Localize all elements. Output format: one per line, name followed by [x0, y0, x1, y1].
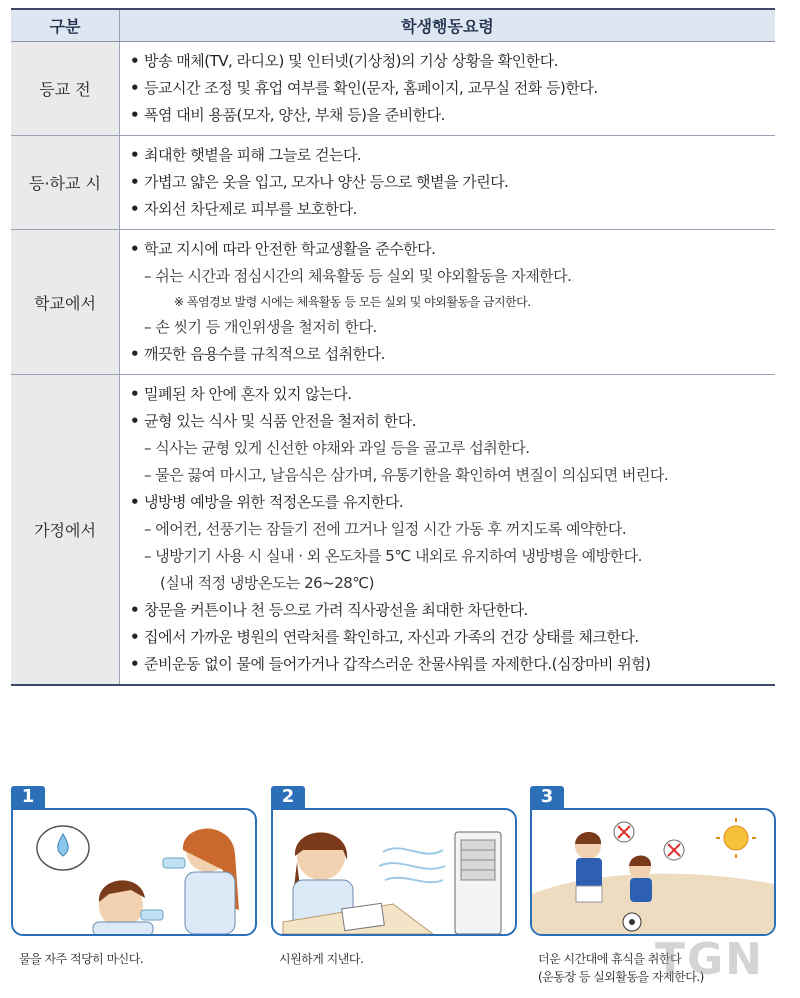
panel-caption: 물을 자주 적당히 마신다. — [19, 952, 144, 966]
guideline-item — [130, 381, 775, 408]
guideline-text: 깨끗한 음용수를 규칙적으로 섭취한다. — [144, 345, 385, 363]
guideline-subitem — [130, 570, 775, 597]
guideline-item — [130, 489, 775, 516]
panel-number-badge: 2 — [271, 786, 305, 808]
watermark-logo: TGN — [655, 934, 764, 985]
panel-caption-secondary: (운동장 등 실외활동을 자제한다.) — [538, 970, 704, 984]
guideline-text: 창문을 커튼이나 천 등으로 가려 직사광선을 최대한 차단한다. — [144, 601, 528, 619]
row-guidelines — [120, 230, 775, 374]
guideline-item — [130, 624, 775, 651]
panel-number-badge: 3 — [530, 786, 564, 808]
guideline-text: ※ 폭염경보 발령 시에는 체육활동 등 모든 실외 및 야외활동을 금지한다. — [174, 295, 531, 309]
avoid-outdoor-activity-illustration — [530, 808, 776, 936]
guideline-item — [130, 75, 775, 102]
guideline-text: 최대한 햇볕을 피해 그늘로 걷는다. — [144, 146, 362, 164]
panel-caption: 시원하게 지낸다. — [279, 952, 364, 966]
guideline-item — [130, 169, 775, 196]
panel-number-badge: 1 — [11, 786, 45, 808]
drinking-water-illustration — [11, 808, 257, 936]
guideline-subitem — [130, 435, 775, 462]
guideline-text: 손 씻기 등 개인위생을 철저히 한다. — [155, 318, 377, 336]
guideline-subitem — [130, 516, 775, 543]
guideline-text: 쉬는 시간과 점심시간의 체육활동 등 실외 및 야외활동을 자제한다. — [155, 267, 572, 285]
guideline-text: (실내 적정 냉방온도는 26~28℃) — [160, 574, 375, 592]
guideline-subitem — [130, 314, 775, 341]
guideline-subitem — [130, 263, 775, 290]
guideline-text: 가볍고 얇은 옷을 입고, 모자나 양산 등으로 햇볕을 가린다. — [144, 173, 509, 191]
table-row — [11, 136, 775, 230]
staying-cool-illustration — [271, 808, 517, 936]
guideline-text: 냉방병 예방을 위한 적정온도를 유지한다. — [144, 493, 404, 511]
guideline-text: 준비운동 없이 물에 들어가거나 갑작스러운 찬물샤워를 자제한다.(심장마비 위험) — [144, 655, 651, 673]
guideline-note — [130, 290, 775, 314]
guideline-item — [130, 236, 775, 263]
row-category: 등교 전 — [11, 42, 120, 135]
guideline-text: 집에서 가까운 병원의 연락처를 확인하고, 자신과 가족의 건강 상태를 체크한다. — [144, 628, 639, 646]
guideline-text: 등교시간 조정 및 휴업 여부를 확인(문자, 홈페이지, 교무실 전화 등)한다. — [144, 79, 598, 97]
guideline-text: 학교 지시에 따라 안전한 학교생활을 준수한다. — [144, 240, 436, 258]
header-guideline: 학생행동요령 — [401, 17, 494, 36]
guideline-item — [130, 597, 775, 624]
table-header — [11, 10, 775, 42]
student-guideline-table — [11, 8, 775, 686]
guideline-text: 에어컨, 선풍기는 잠들기 전에 끄거나 일정 시간 가동 후 꺼지도록 예약한다. — [155, 520, 627, 538]
guideline-text: 밀폐된 차 안에 혼자 있지 않는다. — [144, 385, 352, 403]
guideline-item — [130, 408, 775, 435]
header-category: 구분 — [11, 10, 120, 41]
guideline-text: 식사는 균형 있게 신선한 야채와 과일 등을 골고루 섭취한다. — [155, 439, 530, 457]
guideline-item — [130, 651, 775, 678]
guideline-subitem — [130, 543, 775, 570]
table-row — [11, 375, 775, 684]
guideline-text: 자외선 차단제로 피부를 보호한다. — [144, 200, 357, 218]
guideline-item — [130, 102, 775, 129]
table-row — [11, 42, 775, 136]
guideline-item — [130, 196, 775, 223]
row-category: 등·하교 시 — [11, 136, 120, 229]
guideline-item — [130, 341, 775, 368]
table-row — [11, 230, 775, 375]
guideline-item — [130, 48, 775, 75]
row-guidelines — [120, 42, 775, 135]
row-category: 학교에서 — [11, 230, 120, 374]
row-guidelines — [120, 136, 775, 229]
guideline-text: 방송 매체(TV, 라디오) 및 인터넷(기상청)의 기상 상황을 확인한다. — [144, 52, 559, 70]
guideline-subitem — [130, 462, 775, 489]
row-guidelines — [120, 375, 775, 684]
guideline-text: 냉방기기 사용 시 실내 · 외 온도차를 5℃ 내외로 유지하여 냉방병을 예방한다. — [155, 547, 642, 565]
row-category: 가정에서 — [11, 375, 120, 684]
guideline-text: 폭염 대비 용품(모자, 양산, 부채 등)을 준비한다. — [144, 106, 445, 124]
guideline-text: 균형 있는 식사 및 식품 안전을 철저히 한다. — [144, 412, 416, 430]
guideline-text: 물은 끓여 마시고, 날음식은 삼가며, 유통기한을 확인하여 변질이 의심되면 버린다. — [155, 466, 669, 484]
guideline-item — [130, 142, 775, 169]
panel-caption: 더운 시간대에 휴식을 취한다 — [538, 952, 682, 966]
